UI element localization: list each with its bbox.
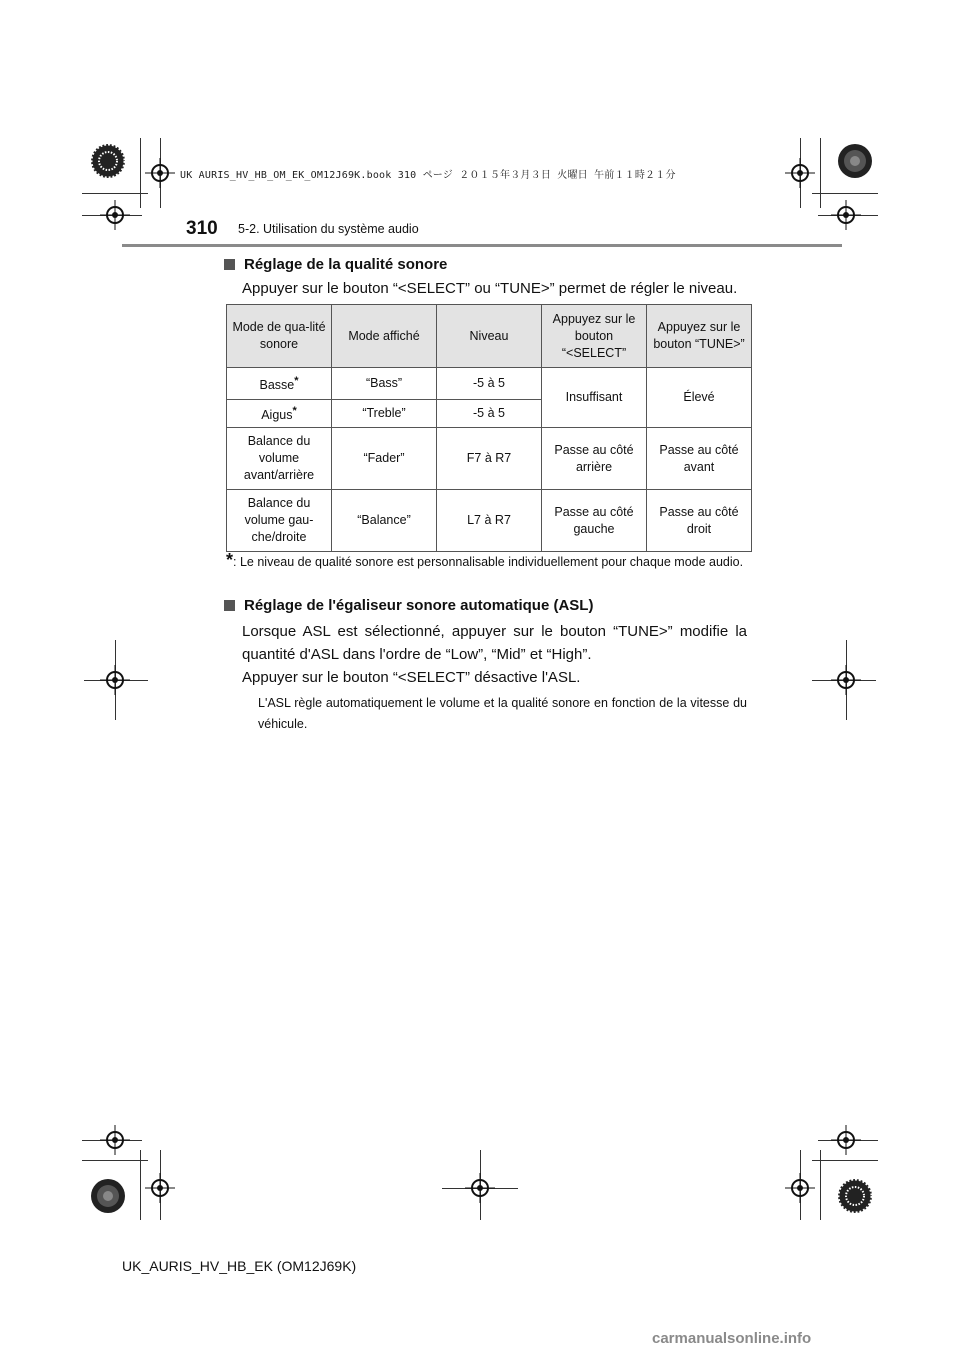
table-cell: Balance du volume avant/arrière — [227, 428, 332, 490]
registration-mark-icon — [145, 1173, 175, 1203]
table-row — [227, 428, 752, 490]
registration-mark-icon — [831, 1125, 861, 1155]
table-cell: “Fader” — [332, 428, 437, 490]
footnote-mark: * — [294, 374, 299, 387]
table-cell: Aigus* — [227, 400, 332, 428]
color-wheel-icon — [837, 1178, 873, 1214]
table-cell: Passe au côté gauche — [542, 490, 647, 552]
table-header: Mode affiché — [332, 305, 437, 368]
asl-heading-text: Réglage de l'égaliseur sonore automatique (ASL) — [244, 597, 594, 614]
page-number: 310 — [186, 218, 218, 239]
asl-paragraph-1: Lorsque ASL est sélectionné, appuyer sur le bouton “TUNE>” modifie la quantité d'ASL dans l'ordre de “Low”, “Mid” et “High”. — [242, 623, 747, 663]
color-wheel-icon — [90, 143, 126, 179]
table-cell: Passe au côté droit — [647, 490, 752, 552]
sound-quality-heading — [224, 256, 447, 273]
table-cell: Passe au côté avant — [647, 428, 752, 490]
table-cell: Insuffisant — [542, 368, 647, 428]
table-cell: Balance du volume gau-che/droite — [227, 490, 332, 552]
square-bullet-icon — [224, 600, 235, 611]
table-header: Appuyez sur le bouton “<SELECT” — [542, 305, 647, 368]
table-cell: -5 à 5 — [437, 368, 542, 400]
color-wheel-icon — [90, 1178, 126, 1214]
table-cell: F7 à R7 — [437, 428, 542, 490]
asl-paragraph-2: Appuyer sur le bouton “<SELECT” désactive l'ASL. — [242, 669, 581, 686]
registration-mark-icon — [100, 200, 130, 230]
table-cell: L7 à R7 — [437, 490, 542, 552]
document-code: UK_AURIS_HV_HB_EK (OM12J69K) — [122, 1258, 357, 1274]
table-header: Appuyez sur le bouton “TUNE>” — [647, 305, 752, 368]
header-rule — [122, 244, 842, 247]
footnote-mark: * — [292, 405, 297, 417]
registration-mark-icon — [100, 665, 130, 695]
sound-quality-heading-text: Réglage de la qualité sonore — [244, 256, 448, 273]
table-cell: -5 à 5 — [437, 400, 542, 428]
asl-note: L'ASL règle automatiquement le volume et la qualité sonore en fonction de la vitesse du véhicule. — [258, 696, 747, 731]
registration-mark-icon — [831, 665, 861, 695]
registration-mark-icon — [100, 1125, 130, 1155]
table-cell: Basse* — [227, 368, 332, 400]
registration-mark-icon — [785, 1173, 815, 1203]
sound-quality-intro: Appuyer sur le bouton “<SELECT” ou “TUNE>” permet de régler le niveau. — [242, 280, 738, 297]
table-header: Mode de qua-lité sonore — [227, 305, 332, 368]
table-footnote — [226, 550, 748, 571]
table-row — [227, 490, 752, 552]
table-row — [227, 368, 752, 400]
registration-mark-icon — [145, 158, 175, 188]
footnote-text: : Le niveau de qualité sonore est personnalisable individuellement pour chaque mode audio. — [233, 555, 744, 569]
registration-mark-icon — [831, 200, 861, 230]
print-info-line: UK AURIS_HV_HB_OM_EK_OM12J69K.book 310 ページ ２０１５年３月３日 火曜日 午前１１時２１分 — [180, 170, 676, 181]
table-header-row — [227, 305, 752, 368]
asl-heading — [224, 597, 593, 614]
table-header: Niveau — [437, 305, 542, 368]
registration-mark-icon — [785, 158, 815, 188]
table-cell: Passe au côté arrière — [542, 428, 647, 490]
square-bullet-icon — [224, 259, 235, 270]
color-wheel-icon — [837, 143, 873, 179]
table-cell: “Bass” — [332, 368, 437, 400]
registration-mark-icon — [465, 1173, 495, 1203]
footnote-mark: * — [226, 550, 234, 570]
watermark: carmanualsonline.info — [652, 1330, 812, 1347]
table-cell: “Treble” — [332, 400, 437, 428]
sound-quality-table — [226, 304, 752, 552]
section-title: 5-2. Utilisation du système audio — [238, 222, 419, 236]
table-cell: “Balance” — [332, 490, 437, 552]
table-cell: Élevé — [647, 368, 752, 428]
